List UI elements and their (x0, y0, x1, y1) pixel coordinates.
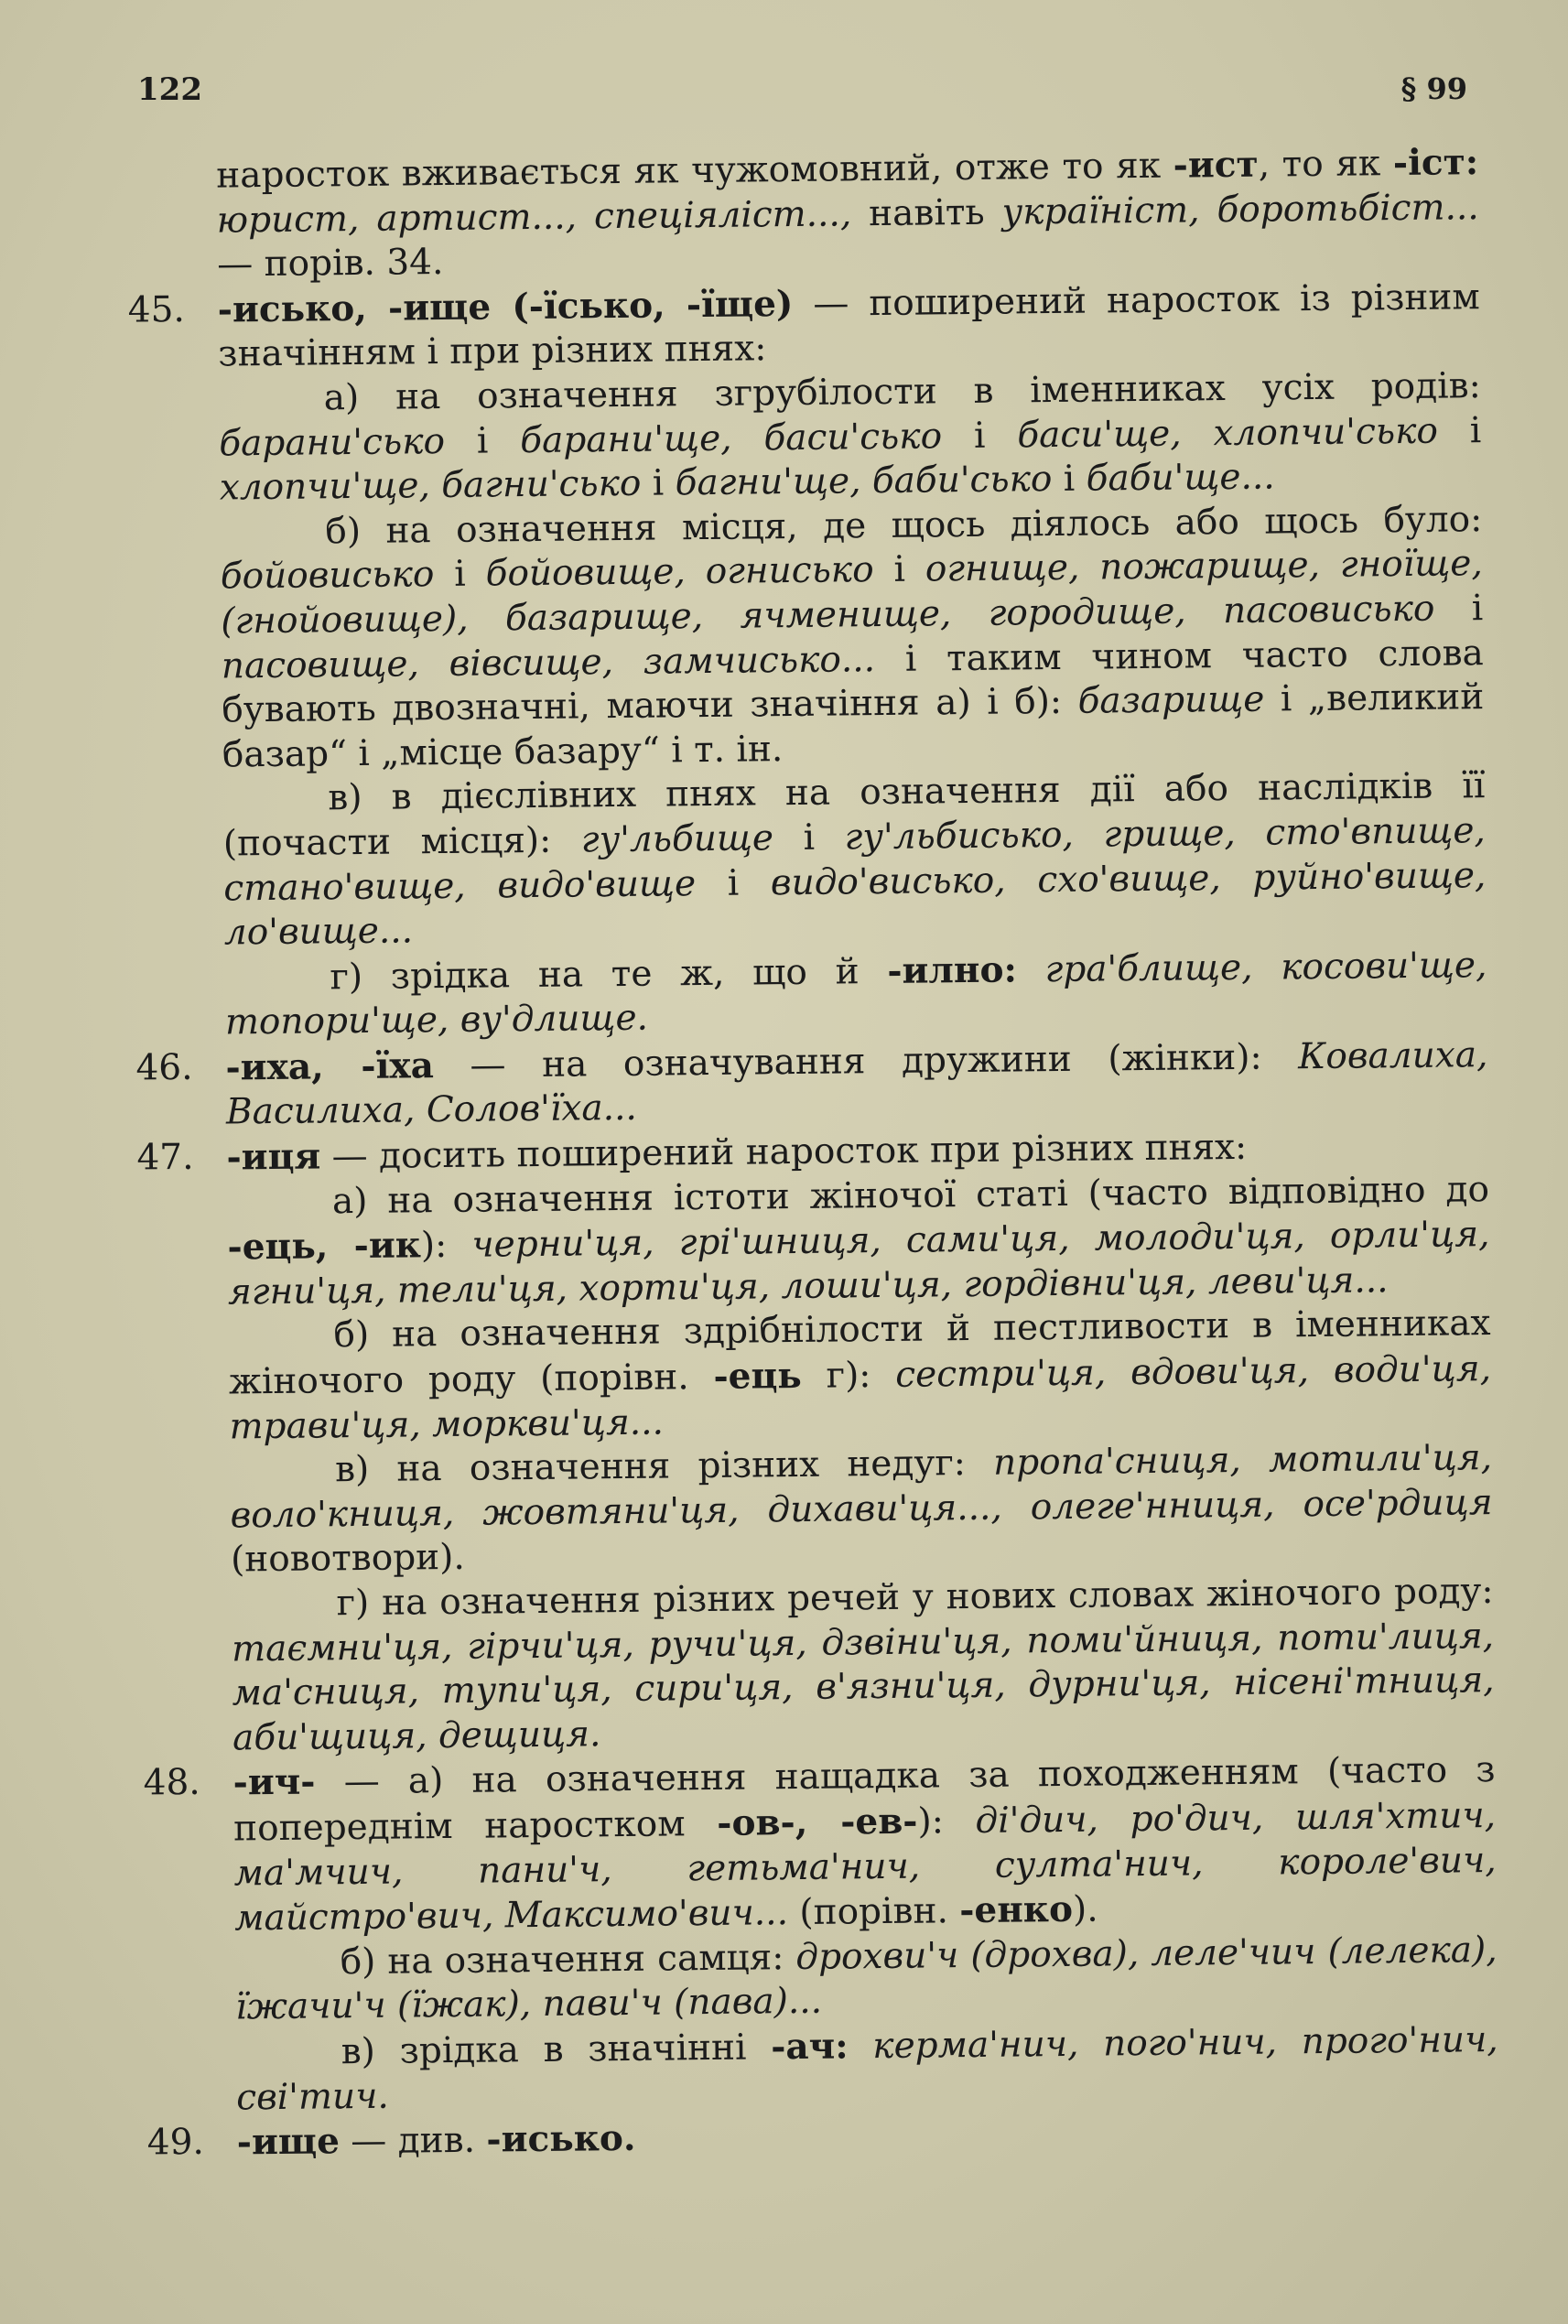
entry-number: 48. (143, 1762, 200, 1804)
example-words: черни'ця, грі'шниця, сами'ця, молоди'ця, орли'ця, ягни'ця, тели'ця, хорти'ця, лоши'ця, гордівни'ця, леви'ця... (227, 1214, 1490, 1313)
entry-text (218, 276, 1480, 375)
example-words: юрист, артист..., спеціяліст..., (216, 192, 852, 242)
example-words: Ковалиха, Василиха, Солов'їха... (225, 1033, 1488, 1133)
bold-suffix: -енко (958, 1888, 1074, 1932)
text-run: і (695, 861, 772, 904)
sub-item (198, 2017, 1498, 2121)
text-run: — досить поширений наросток при різних пнях: (319, 1126, 1248, 1178)
example-words: ді'дич, ро'дич, шля'хтич, ма'мчич, пани'ч, гетьма'нич, султа'нич, короле'вич, майстро'вич, Максимо'вич... (233, 1795, 1497, 1940)
text-run: (порівн. (787, 1890, 960, 1934)
sub-item (189, 1168, 1490, 1316)
sub-item (185, 764, 1487, 956)
entry-number: 45. (127, 288, 186, 331)
example-words: видо'висько, схо'вище, руйно'вище, ло'вище... (223, 854, 1487, 954)
text-run (1017, 949, 1045, 990)
bold-suffix: -ов-, -ев- (717, 1800, 918, 1844)
text-run: в) зрідка в значінні (341, 2027, 772, 2073)
example-words: сестри'ця, вдови'ця, води'ця, трави'ця, моркви'ця... (229, 1348, 1492, 1448)
text-run: б) на означення здрібнілости й пестливости в іменниках жіночого роду (порівн. (228, 1303, 1491, 1403)
text-run: і (434, 553, 486, 596)
entry-47 (136, 1122, 1495, 1761)
text-run (848, 2026, 872, 2067)
example-words: баси'ще, хлопчи'сько (1017, 410, 1439, 456)
example-words: багни'ще, баби'сько (675, 459, 1053, 504)
page-body (127, 140, 1499, 2166)
page-header (137, 71, 1467, 117)
text-run: і (941, 414, 1018, 457)
text-run: і (873, 548, 926, 591)
sub-item (197, 1929, 1498, 2031)
bold-suffix: -ець, -ик (227, 1224, 422, 1269)
entry-48 (143, 1747, 1498, 2121)
entry-text (232, 1749, 1496, 1939)
text-run: — а) на означення нащадка за походженням (часто з попереднім наростком (232, 1749, 1496, 1850)
text-run: — на означування дружини (жінки): (433, 1036, 1299, 1087)
example-words: огнище, пожарище, гноїще, (гнойовище), базарище, ячменище, городище, пасовисько (221, 543, 1483, 643)
text-run: ). (1072, 1888, 1098, 1931)
text-run: (новотвори). (230, 1537, 466, 1581)
bold-suffix: -иця (226, 1135, 321, 1179)
bold-suffix: -иха, -їха (225, 1044, 435, 1089)
text-run: і таким чином часто слова бувають двозначні, маючи значіння а) і б): (222, 632, 1485, 731)
text-run: ): (420, 1224, 472, 1267)
sub-item (187, 943, 1487, 1046)
sub-item (193, 1570, 1495, 1761)
entry-text (226, 1127, 1247, 1179)
text-run: г) зрідка на те ж, що й (330, 950, 888, 999)
entry-head (135, 1032, 1488, 1136)
example-words: бойовище, огнисько (485, 549, 874, 595)
bold-suffix: -ист (1173, 143, 1259, 187)
entry-45 (127, 275, 1488, 1046)
text-run: — поширений наросток із різним значінням і при різних пнях: (218, 276, 1480, 375)
sub-item (192, 1436, 1493, 1584)
text-run: в) на означення різних недуг: (334, 1442, 994, 1491)
text-run: і (641, 462, 676, 504)
text-run: б) на означення самця: (340, 1936, 796, 1984)
bold-suffix: -іст: (1392, 141, 1479, 185)
example-words: баби'ще... (1086, 456, 1275, 500)
bold-suffix: -исько. (486, 2117, 636, 2161)
text-run: і „великий базар“ і „місце базару“ і т. ін. (222, 676, 1485, 776)
entry-number: 47. (136, 1136, 194, 1179)
example-words: керма'нич, пого'нич, прого'нич, сві'тич. (236, 2018, 1498, 2118)
section-marker: § 99 (1400, 71, 1467, 106)
example-words: дрохви'ч (дрохва), леле'чич (лелека), їжачи'ч (їжак), пави'ч (пава)... (234, 1929, 1498, 2028)
intro-paragraph (178, 140, 1479, 288)
example-words: гу'льбище (580, 817, 774, 861)
example-words: таємни'ця, гірчи'ця, ручи'ця, дзвіни'ця, поми'йниця, поти'лиця, ма'сниця, тупи'ця, сири'ця, в'язни'ця, дурни'ця, нісені'тниця, аби'щиця, дещиця. (231, 1615, 1495, 1759)
text-run: а) на означення згрубілости в іменниках усіх родів: (323, 365, 1481, 419)
example-words: українiст, боротьбіст... (1001, 186, 1479, 233)
bold-suffix: -исько, -ище (-їсько, -їще) (217, 282, 794, 331)
text-run: і (1434, 588, 1484, 630)
entry-text (237, 2118, 636, 2164)
text-run: навіть (850, 191, 1002, 234)
bold-suffix: -ець (713, 1354, 803, 1398)
text-run: — порів. 34. (217, 242, 444, 286)
example-words: хлопчи'ще, багни'сько (219, 462, 642, 509)
entry-head (143, 1747, 1497, 1941)
example-words: барани'ще, баси'сько (520, 415, 943, 461)
bold-suffix: -илно: (887, 948, 1018, 992)
sub-item (181, 364, 1482, 512)
entry-46 (135, 1032, 1488, 1136)
example-words: гра'блище, косови'ще, топори'ще, ву'длище. (224, 944, 1487, 1043)
bold-suffix: -ич- (232, 1760, 316, 1804)
sub-item (182, 498, 1485, 778)
text-run: г): (801, 1354, 896, 1397)
text-run: б) на означення місця, де щось діялось або щось було: (325, 498, 1483, 553)
text-run: і (444, 419, 521, 462)
example-words: барани'сько (219, 420, 446, 465)
entry-number: 49. (146, 2121, 205, 2164)
example-words: бойовисько (220, 554, 435, 598)
example-words: гу'льбисько, грище, сто'впище, стано'вище, видо'вище (223, 809, 1487, 910)
example-words: пасовище, вівсище, замчисько... (221, 638, 876, 687)
page-number: 122 (137, 71, 202, 108)
text-run: г) на означення різних речей у нових словах жіночого роду: (336, 1571, 1494, 1625)
text-run: в) в дієслівних пнях на означення дії або наслідків її (почасти місця): (222, 765, 1486, 865)
text-run: а) на означення істоти жіночої статі (часто відповідно до (331, 1168, 1490, 1222)
bold-suffix: -ач: (770, 2025, 849, 2069)
text-run: і (1052, 458, 1087, 501)
text-run: — див. (339, 2119, 487, 2163)
text-run: і (1437, 409, 1482, 452)
text-run: , то як (1258, 143, 1394, 186)
entry-head (127, 275, 1481, 378)
text-run: ): (917, 1800, 976, 1843)
entry-text (225, 1034, 1487, 1133)
bold-suffix: -ище (236, 2120, 341, 2164)
example-words: базарище (1077, 678, 1265, 722)
example-words: пропа'сниця, мотили'ця, воло'книця, жовтяни'ця, дихави'ця..., олеге'нниця, осе'рдиця (230, 1437, 1493, 1537)
entry-number: 46. (135, 1046, 193, 1089)
text-run: наросток вживається як чужомовний, отже то як (216, 145, 1173, 197)
text-run: і (773, 816, 845, 859)
sub-item (190, 1302, 1491, 1450)
